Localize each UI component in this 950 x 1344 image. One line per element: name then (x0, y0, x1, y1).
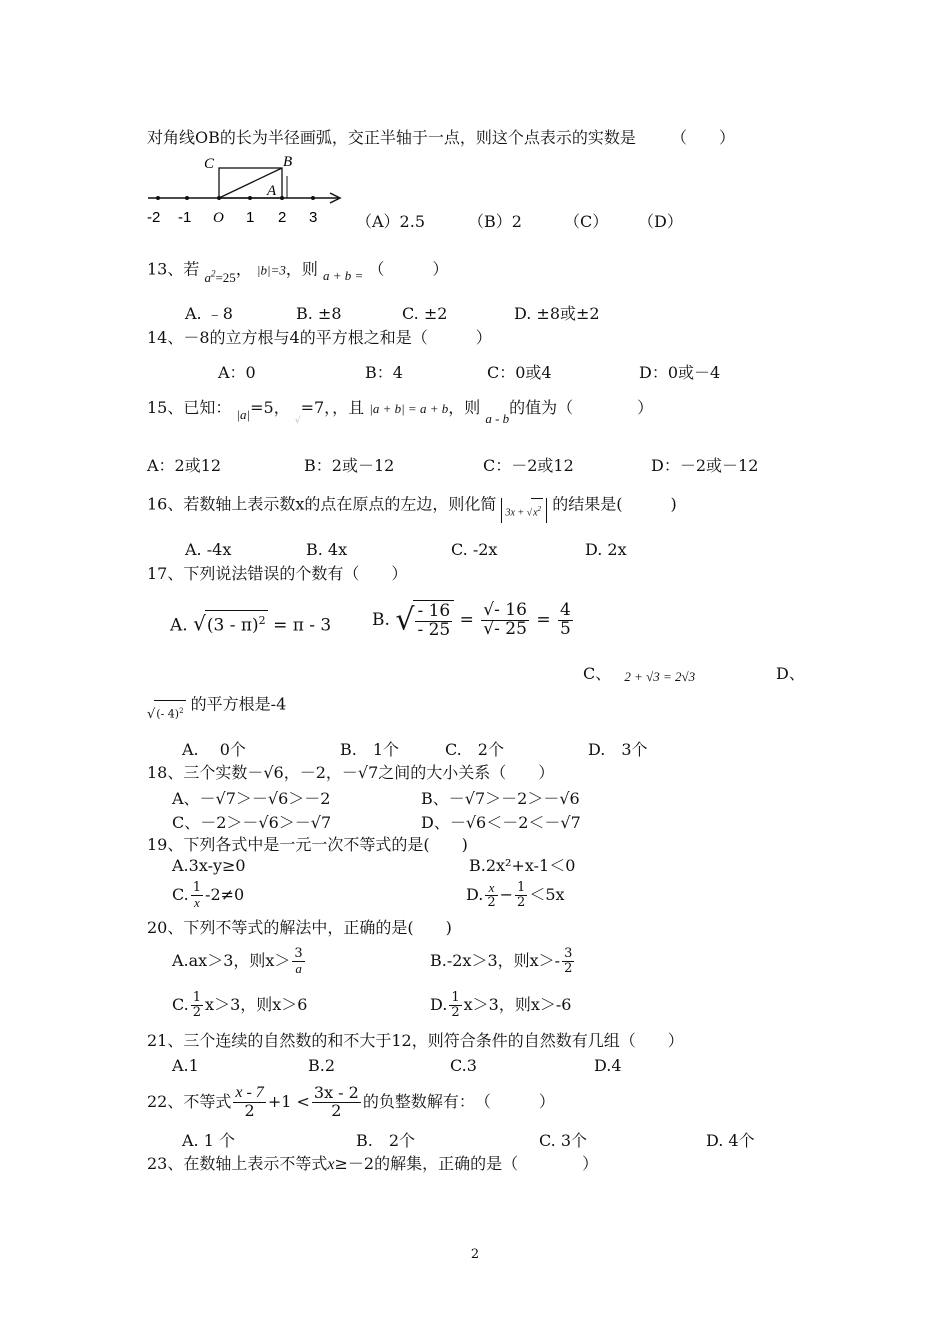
q17-b-num: - 16 (417, 601, 451, 622)
q17-answer-d: D. 3个 (588, 740, 648, 759)
q18-stem: 18、三个实数－√6，－2，－√7之间的大小关系（ ） (147, 763, 555, 782)
label-o: O (213, 210, 224, 226)
q18-option-b: B、－√7＞－2＞－√6 (421, 789, 580, 808)
q22-stem (147, 1080, 555, 1124)
q20-option-c (172, 986, 307, 1024)
tick-label: 3 (309, 209, 318, 226)
q22-tail: 的负整数解有： （ ） (362, 1092, 555, 1111)
q16-tail: 的结果是( ) (552, 494, 677, 514)
label-a: A (267, 183, 277, 199)
q13-cond1-value: =25 (215, 270, 236, 286)
q15-number: 15、已知： (147, 398, 232, 417)
q20-b-fraction: $\frac{3}{2}$ (564, 946, 573, 976)
q19-option-c (172, 876, 244, 914)
q17-b-eq2: = (536, 610, 551, 630)
q19-d-frac2: $\frac{1}{2}$ (517, 880, 526, 910)
q20-c-fraction: $\frac{1}{2}$ (192, 990, 202, 1020)
q22-frac2 (312, 1085, 361, 1120)
q12-paren: （ ） (670, 128, 735, 147)
q20-d-fraction: $\frac{1}{2}$ (451, 990, 460, 1020)
q17-answer-a: A. 0个 (182, 740, 246, 759)
q22-option-a: A. 1 个 (182, 1131, 235, 1150)
q15-faded-sqrt-icon: √ (294, 416, 301, 426)
q23-var: x (327, 1156, 335, 1173)
q13-stem (147, 256, 449, 286)
q13-option-a: A. ﹣8 (185, 304, 233, 323)
q17-answer-b: B. 1个 (340, 740, 400, 759)
q17-b-res-den: 5 (559, 619, 571, 639)
q15-option-b: B：2或－12 (304, 456, 395, 475)
q15-option-c: C：－2或12 (483, 456, 574, 475)
q13-option-c: C. ±2 (402, 304, 448, 323)
q12-stem-text: 对角线OB的长为半径画弧，交正半轴于一点，则这个点表示的实数是 (147, 128, 636, 147)
q16-abs-expr (501, 498, 547, 523)
q17-d-math (147, 707, 186, 722)
q19-option-b: B.2x²+x-1＜0 (469, 856, 576, 875)
q15-stem (147, 398, 654, 426)
q19-d-frac1: $\frac{x}{2}$ (487, 880, 496, 910)
q17-a-label: A. (170, 615, 188, 636)
q12-option-a: （A）2.5 (356, 212, 426, 231)
q13-sep: ， (235, 259, 252, 279)
tick-label: 2 (278, 209, 287, 226)
q17-c-expr: 2 + √3 = 2√3 (624, 669, 696, 684)
q23-tail: ≥－2的解集，正确的是（ ） (334, 1154, 599, 1173)
sqrt-icon: √ (147, 706, 156, 722)
q15-condition: |a + b| = a + b (369, 401, 449, 416)
label-b: B (283, 154, 293, 170)
q19-c-label: C. (172, 885, 189, 904)
q19-d-tail: ＜5x (529, 885, 565, 904)
q20-a-fraction: $\frac{3}{a}$ (294, 946, 303, 976)
q20-b-text: B.-2x＞3，则x＞- (430, 951, 561, 970)
q22-frac1 (233, 1085, 265, 1120)
q23-stem (147, 1154, 598, 1175)
q22-option-c: C. 3个 (539, 1131, 588, 1150)
q17-a-tail: = π - 3 (273, 615, 332, 636)
q21-option-a: A.1 (172, 1056, 199, 1075)
q19-c-tail: -2≠0 (205, 885, 245, 904)
q15-expr: a - b (485, 411, 510, 426)
q14-option-c: C：0或4 (487, 363, 552, 382)
q12-option-b: （B）2 (468, 212, 522, 231)
q13-exp: 2 (210, 269, 216, 279)
q22-frac1-den: 2 (244, 1101, 255, 1120)
q22-frac2-den: 2 (331, 1101, 342, 1120)
q19-stem: 19、下列各式中是一元一次不等式的是( ) (147, 835, 468, 854)
tick-dot (156, 196, 160, 200)
q21-option-c: C.3 (450, 1056, 477, 1075)
q16-exp: 2 (537, 505, 542, 513)
q12-option-d: （D） (638, 212, 683, 231)
q16-option-d: D. 2x (585, 540, 627, 559)
q13-expr: a + b = (322, 268, 364, 284)
q22-option-d: D. 4个 (706, 1131, 755, 1150)
tick-dot (311, 196, 315, 200)
q17-d-radicand (154, 700, 185, 725)
q16-option-c: C. -2x (451, 540, 498, 559)
page-number: 2 (470, 1247, 480, 1262)
q14-option-a: A：0 (218, 363, 256, 382)
q16-option-a: A. -4x (185, 540, 232, 559)
q22-mid: +1 < (267, 1092, 310, 1111)
q16-option-b: B. 4x (306, 540, 348, 559)
q17-d-exp: 2 (179, 707, 184, 715)
q17-answer-c: C. 2个 (445, 740, 504, 759)
q16-expr: 3x + (505, 507, 527, 519)
q17-b-res-num: 4 (559, 600, 571, 621)
q17-b-result (558, 602, 573, 639)
q13-number: 13、若 (147, 259, 200, 279)
q17-option-d (147, 692, 287, 722)
q15-abs-a: |a| (236, 407, 251, 422)
q18-option-d: D、－√6＜－2＜－√7 (421, 813, 581, 832)
q15-then: ，则 (448, 398, 481, 417)
q22-option-b: B. 2个 (356, 1131, 416, 1150)
q13-then: ，则 (285, 259, 318, 279)
q17-d-expr: (- 4) (156, 707, 180, 721)
q14-option-d: D：0或－4 (639, 363, 721, 382)
q20-c-label: C. (172, 995, 189, 1014)
label-c: C (204, 156, 215, 172)
tick-label: -1 (178, 209, 192, 226)
q17-option-d-label: D、 (776, 664, 805, 683)
q16-radicand (531, 498, 543, 523)
q22-number: 22、不等式 (147, 1092, 232, 1111)
q13-paren: （ ） (368, 259, 449, 279)
q19-d-label: D. (466, 885, 484, 904)
q20-stem: 20、下列不等式的解法中，正确的是( ) (147, 918, 452, 937)
q13-cond1 (204, 270, 235, 285)
q17-b-fraction (415, 603, 452, 640)
q21-stem: 21、三个连续的自然数的和不大于12，则符合条件的自然数有几组（ ） (147, 1031, 684, 1050)
sqrt-icon: √ (526, 507, 533, 519)
q15-abs-a-value: =5， (250, 398, 290, 417)
q16-stem-text: 16、若数轴上表示数x的点在原点的左边，则化简 (147, 494, 497, 514)
q17-b-label: B. (372, 610, 390, 630)
q23-stem-text: 23、在数轴上表示不等式 (147, 1154, 328, 1173)
q17-b-split-den: √- 25 (483, 619, 527, 639)
q16-stem (147, 492, 677, 517)
q20-option-d (430, 986, 571, 1024)
q20-d-label: D. (430, 995, 448, 1014)
q15-option-a: A：2或12 (147, 456, 222, 475)
q18-option-c: C、－2＞－√6＞－√7 (172, 813, 332, 832)
q13-var-a: a (204, 270, 211, 286)
q17-b-radicand (413, 600, 454, 641)
q19-c-fraction: $\frac{1}{x}$ (192, 880, 202, 910)
q17-option-b (372, 600, 575, 641)
q14-option-b: B：4 (365, 363, 403, 382)
q14-stem: 14、－8的立方根与4的平方根之和是（ ） (147, 328, 492, 347)
q17-option-a (170, 610, 331, 636)
q16-radicand-var: x (533, 507, 538, 519)
q17-a-exp: 2 (258, 614, 266, 627)
sqrt-icon: √ (395, 602, 415, 638)
q13-option-b: B. ±8 (296, 304, 342, 323)
number-line-figure (140, 148, 350, 230)
tick-label: 1 (246, 209, 255, 226)
q19-option-a: A.3x-y≥0 (172, 856, 246, 875)
q20-d-text: x＞3，则x＞-6 (463, 995, 572, 1014)
q20-option-b (430, 942, 576, 980)
q22-frac2-num: 3x - 2 (313, 1083, 359, 1103)
q17-stem: 17、下列说法错误的个数有（ ） (147, 564, 408, 583)
q22-frac1-num: x - 7 (235, 1084, 264, 1102)
q17-b-eq: = (459, 610, 474, 630)
q20-c-text: x＞3，则x＞6 (205, 995, 308, 1014)
q17-d-tail: 的平方根是-4 (190, 694, 287, 714)
q21-option-d: D.4 (594, 1056, 622, 1075)
q17-b-split-fraction (481, 602, 529, 639)
q13-option-d: D. ±8或±2 (514, 304, 600, 323)
tick-label: -2 (147, 209, 161, 226)
q17-a-radicand (205, 610, 268, 636)
q17-b-den: - 25 (417, 620, 451, 640)
q19-option-d: D. $\frac{x}{2}$ − $\frac{1}{2}$ ＜5x (466, 880, 565, 910)
q20-a-text: A.ax＞3，则x＞ (172, 951, 291, 970)
q17-option-c (583, 664, 695, 685)
sqrt-icon: √ (193, 611, 206, 636)
q15-option-d: D：－2或－12 (651, 456, 759, 475)
q18-option-a: A、－√7＞－√6＞－2 (172, 789, 331, 808)
q17-c-label: C、 (583, 664, 612, 683)
q20-option-a (172, 942, 307, 980)
q17-b-split-num: √- 16 (483, 600, 527, 621)
q15-second-value: =7，，且 (300, 398, 365, 417)
q17-a-radicand-text: (3 - π) (206, 615, 259, 636)
q12-option-c: （C） (564, 212, 609, 231)
q21-option-b: B.2 (308, 1056, 336, 1075)
q12-stem (147, 128, 735, 148)
q15-tail: 的值为（ ） (509, 398, 654, 417)
tick-dot (185, 196, 189, 200)
q13-cond2: |b|=3 (256, 262, 286, 278)
